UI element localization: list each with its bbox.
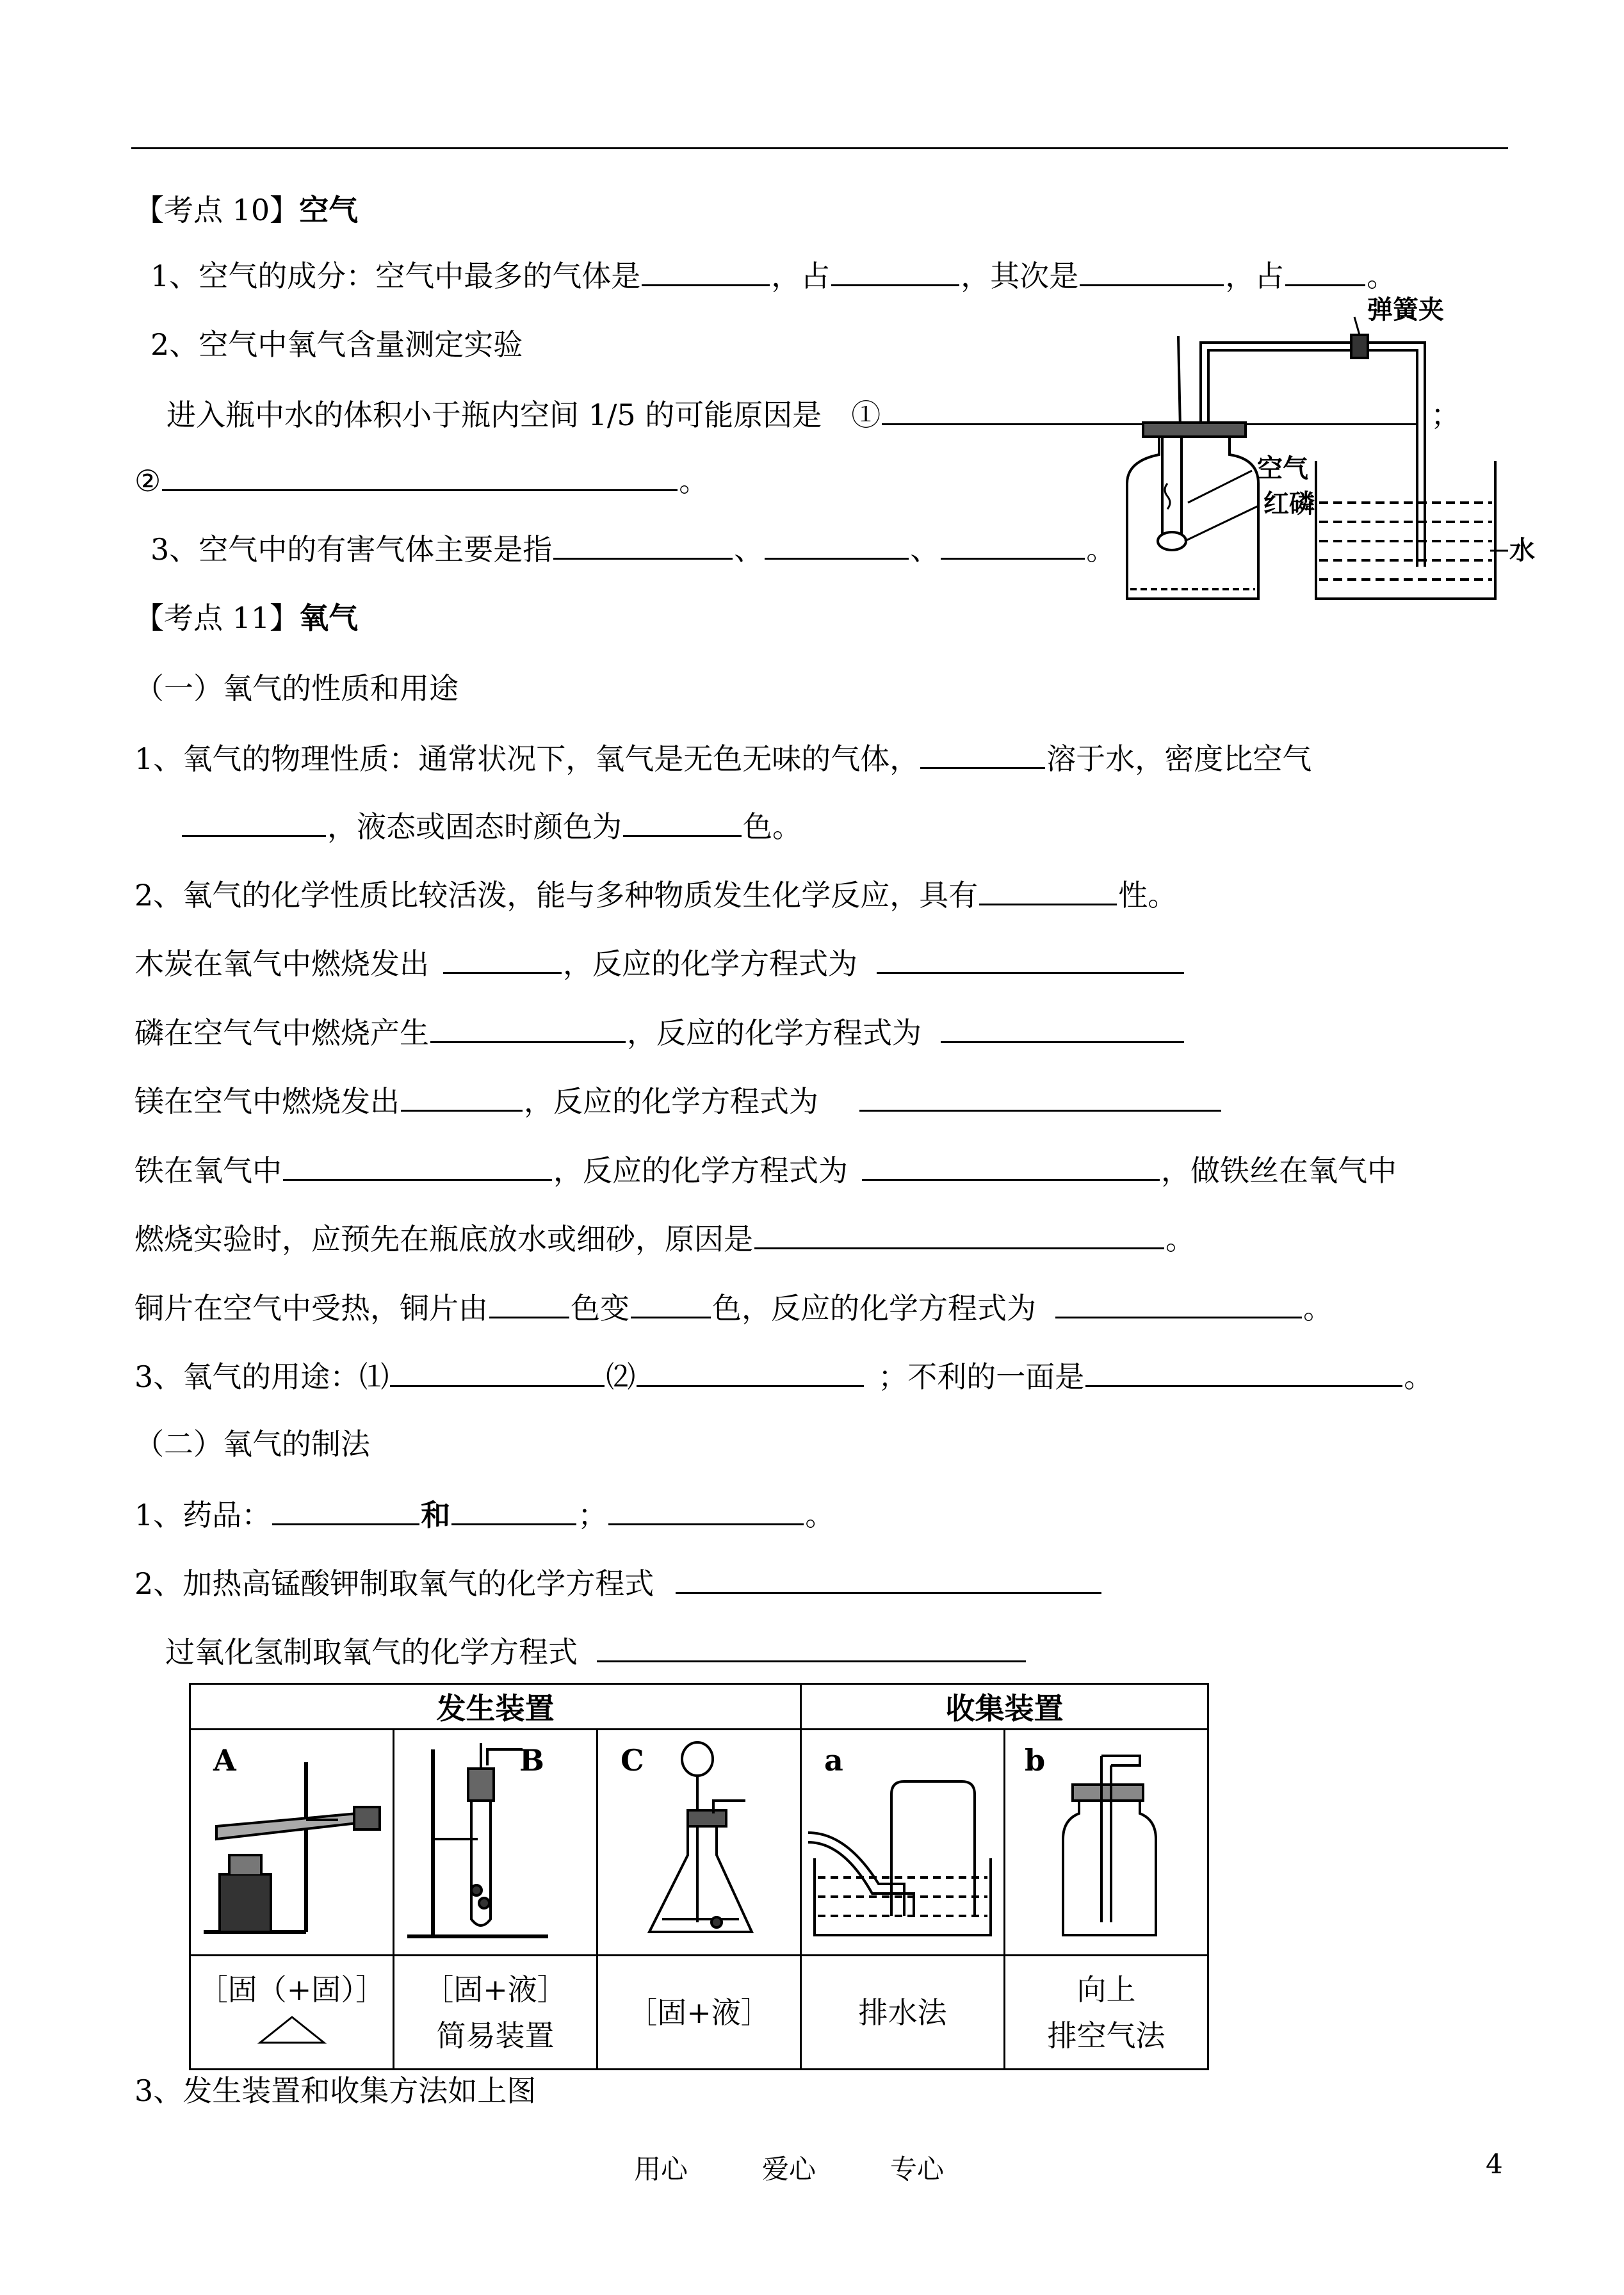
section10-number: 【考点 10】 [134,193,300,227]
label-b: B [519,1743,544,1778]
section10-heading [134,191,358,229]
text: 溶于水，密度比空气 [1046,742,1312,776]
uses-line [134,1356,1433,1396]
text: ，反应的化学方程式为 [627,1016,922,1050]
text: 2、空气中氧气含量测定实验 [150,327,523,362]
blank[interactable] [754,1218,1164,1249]
physical-properties-line-2 [181,806,802,846]
text: 1、空气的成分：空气中最多的气体是 [150,259,641,293]
text: 2、氧气的化学性质比较活泼，能与多种物质发生化学反应，具有 [134,878,978,912]
text: ，反应的化学方程式为 [553,1153,848,1188]
text: （二）氧气的制法 [134,1427,370,1461]
text: 磷在空气气中燃烧产生 [134,1016,429,1050]
blank[interactable] [765,528,909,560]
apparatus-a [190,1730,394,1956]
text: 色。 [743,809,802,844]
blank[interactable] [1085,1356,1402,1387]
footer-text-2: 爱心 [762,2153,816,2185]
subheading-properties [134,669,459,708]
apparatus-upward-air-collection [1005,1730,1208,1956]
text: ； [1431,398,1461,432]
page-number: 4 [1486,2148,1503,2180]
caption-text: 向上 [1076,1972,1136,2007]
blank[interactable] [597,1631,1026,1662]
section10-title: 空气 [299,193,359,227]
text: 。 [679,464,709,498]
test-tube-apparatus-icon [394,1730,596,1954]
blank[interactable] [920,738,1045,769]
label-lower-a: a [824,1743,843,1778]
text: 燃烧实验时，应预先在瓶底放水或细砂，原因是 [134,1222,753,1256]
text: ，其次是 [961,259,1079,293]
text: 1、药品： [134,1498,272,1532]
text: 镁在空气中燃烧发出 [134,1084,400,1119]
generator-header: 发生装置 [190,1684,801,1730]
text: 性。 [1118,878,1178,912]
blank[interactable] [162,460,678,491]
blank[interactable] [443,943,562,974]
air-composition-line [150,255,1396,295]
blank[interactable] [941,1012,1184,1043]
blank[interactable] [637,1356,864,1387]
text: 过氧化氢制取氧气的化学方程式 [165,1635,578,1669]
caption-text: 简易装置 [436,2018,555,2053]
text: ⑵ [606,1359,636,1394]
caption-text: ［固+液］ [628,1995,770,2030]
text: 。 [1086,532,1116,567]
section11-number: 【考点 11】 [134,601,300,635]
blank[interactable] [859,1080,1221,1112]
caption-text: 排水法 [858,1995,947,2030]
water-label: 水 [1509,536,1535,565]
collector-header: 收集装置 [801,1684,1208,1730]
text: 。 [805,1498,835,1532]
text: 。 [1165,1222,1195,1256]
caption-text: ［固（+固）］ [198,1972,386,2007]
blank[interactable] [877,943,1184,974]
text: 1、氧气的物理性质：通常状况下，氧气是无色无味的气体， [134,742,920,776]
section11-heading [134,599,358,637]
header-rule [131,147,1508,149]
caption-c [597,1956,801,2070]
text: ，占 [771,259,831,293]
charcoal-line [134,943,1185,983]
blank[interactable] [401,1080,523,1112]
text: 和 [421,1498,451,1532]
caption-upward-air [1005,1956,1208,2070]
caption-text: 排空气法 [1047,2018,1165,2053]
text: 木炭在氧气中燃烧发出 [134,946,429,981]
text: ； [578,1498,608,1532]
text: 色，反应的化学方程式为 [712,1291,1036,1326]
text: 。 [1303,1291,1333,1326]
apparatus-water-collection [801,1730,1005,1956]
harmful-gases-line [150,528,1116,569]
text: 。 [1367,259,1397,293]
blank[interactable] [283,1149,552,1181]
blank[interactable] [631,1287,711,1318]
blank[interactable] [642,255,770,286]
chemical-properties-line [134,874,1177,914]
reason-line-2 [134,460,708,500]
blank[interactable] [182,806,326,837]
phosphorus-label: 红磷 [1263,489,1315,519]
text: 铜片在空气中受热，铜片由 [134,1291,488,1326]
text: 、 [910,532,940,567]
apparatus-b [394,1730,597,1956]
blank[interactable] [1080,255,1224,286]
text: 进入瓶中水的体积小于瓶内空间 1/5 的可能原因是 ① [166,398,881,432]
physical-properties-line [134,738,1311,778]
blank[interactable] [390,1356,605,1387]
iron-line [134,1149,1397,1190]
blank[interactable] [1055,1287,1302,1318]
blank[interactable] [608,1494,804,1525]
blank[interactable] [676,1562,1101,1594]
text: 3、发生装置和收集方法如上图 [134,2073,537,2108]
text: ，反应的化学方程式为 [524,1084,818,1119]
caption-water [801,1956,1005,2070]
footer-text-3: 专心 [890,2153,945,2185]
text: ，反应的化学方程式为 [563,946,857,981]
blank[interactable] [831,255,959,286]
apparatus-c [597,1730,801,1956]
text: 3、氧气的用途：⑴ [134,1359,389,1394]
h2o2-equation-line [165,1631,1027,1671]
text: ，占 [1225,259,1285,293]
oxygen-content-apparatus-figure [1098,291,1540,612]
text: 、 [734,532,764,567]
label-a: A [213,1743,236,1778]
subheading-preparation [134,1425,370,1463]
text: 3、空气中的有害气体主要是指 [150,532,553,567]
text: 色变 [571,1291,629,1326]
kmno4-equation-line [134,1562,1103,1603]
caption-text: ［固+液］ [424,1972,567,2007]
blank[interactable] [272,1494,419,1525]
text: ；不利的一面是 [878,1359,1085,1394]
copper-line [134,1287,1333,1327]
text: ，液态或固态时颜色为 [327,809,622,844]
blank[interactable] [623,806,742,837]
blank[interactable] [1285,255,1365,286]
text: 铁在氧气中 [134,1153,282,1188]
blank[interactable] [553,528,733,560]
blank[interactable] [941,528,1085,560]
label-c: C [621,1743,644,1778]
caption-a [190,1956,394,2070]
text: ② [134,464,161,498]
footer-text-1: 用心 [634,2153,688,2185]
text: 。 [1404,1359,1434,1394]
reagents-line [134,1494,834,1534]
blank[interactable] [862,1149,1160,1181]
clamp-label: 弹簧夹 [1367,295,1444,325]
apparatus-table [189,1683,1209,2070]
blank[interactable] [489,1287,569,1318]
blank[interactable] [430,1012,626,1043]
text: ，做铁丝在氧气中 [1161,1153,1397,1188]
caption-b [394,1956,597,2070]
apparatus-note-line [134,2072,536,2110]
text: （一）氧气的性质和用途 [134,671,459,706]
air-label: 空气 [1257,454,1308,483]
heat-triangle-icon [257,2014,327,2046]
phosphorus-line [134,1012,1185,1052]
label-lower-b: b [1025,1743,1046,1778]
blank[interactable] [451,1494,576,1525]
iron-reason-line [134,1218,1195,1258]
blank[interactable] [979,874,1117,905]
magnesium-line [134,1080,1222,1121]
oxygen-experiment-title [150,325,523,364]
text: 2、加热高锰酸钾制取氧气的化学方程式 [134,1566,654,1601]
section11-title: 氧气 [299,601,359,635]
